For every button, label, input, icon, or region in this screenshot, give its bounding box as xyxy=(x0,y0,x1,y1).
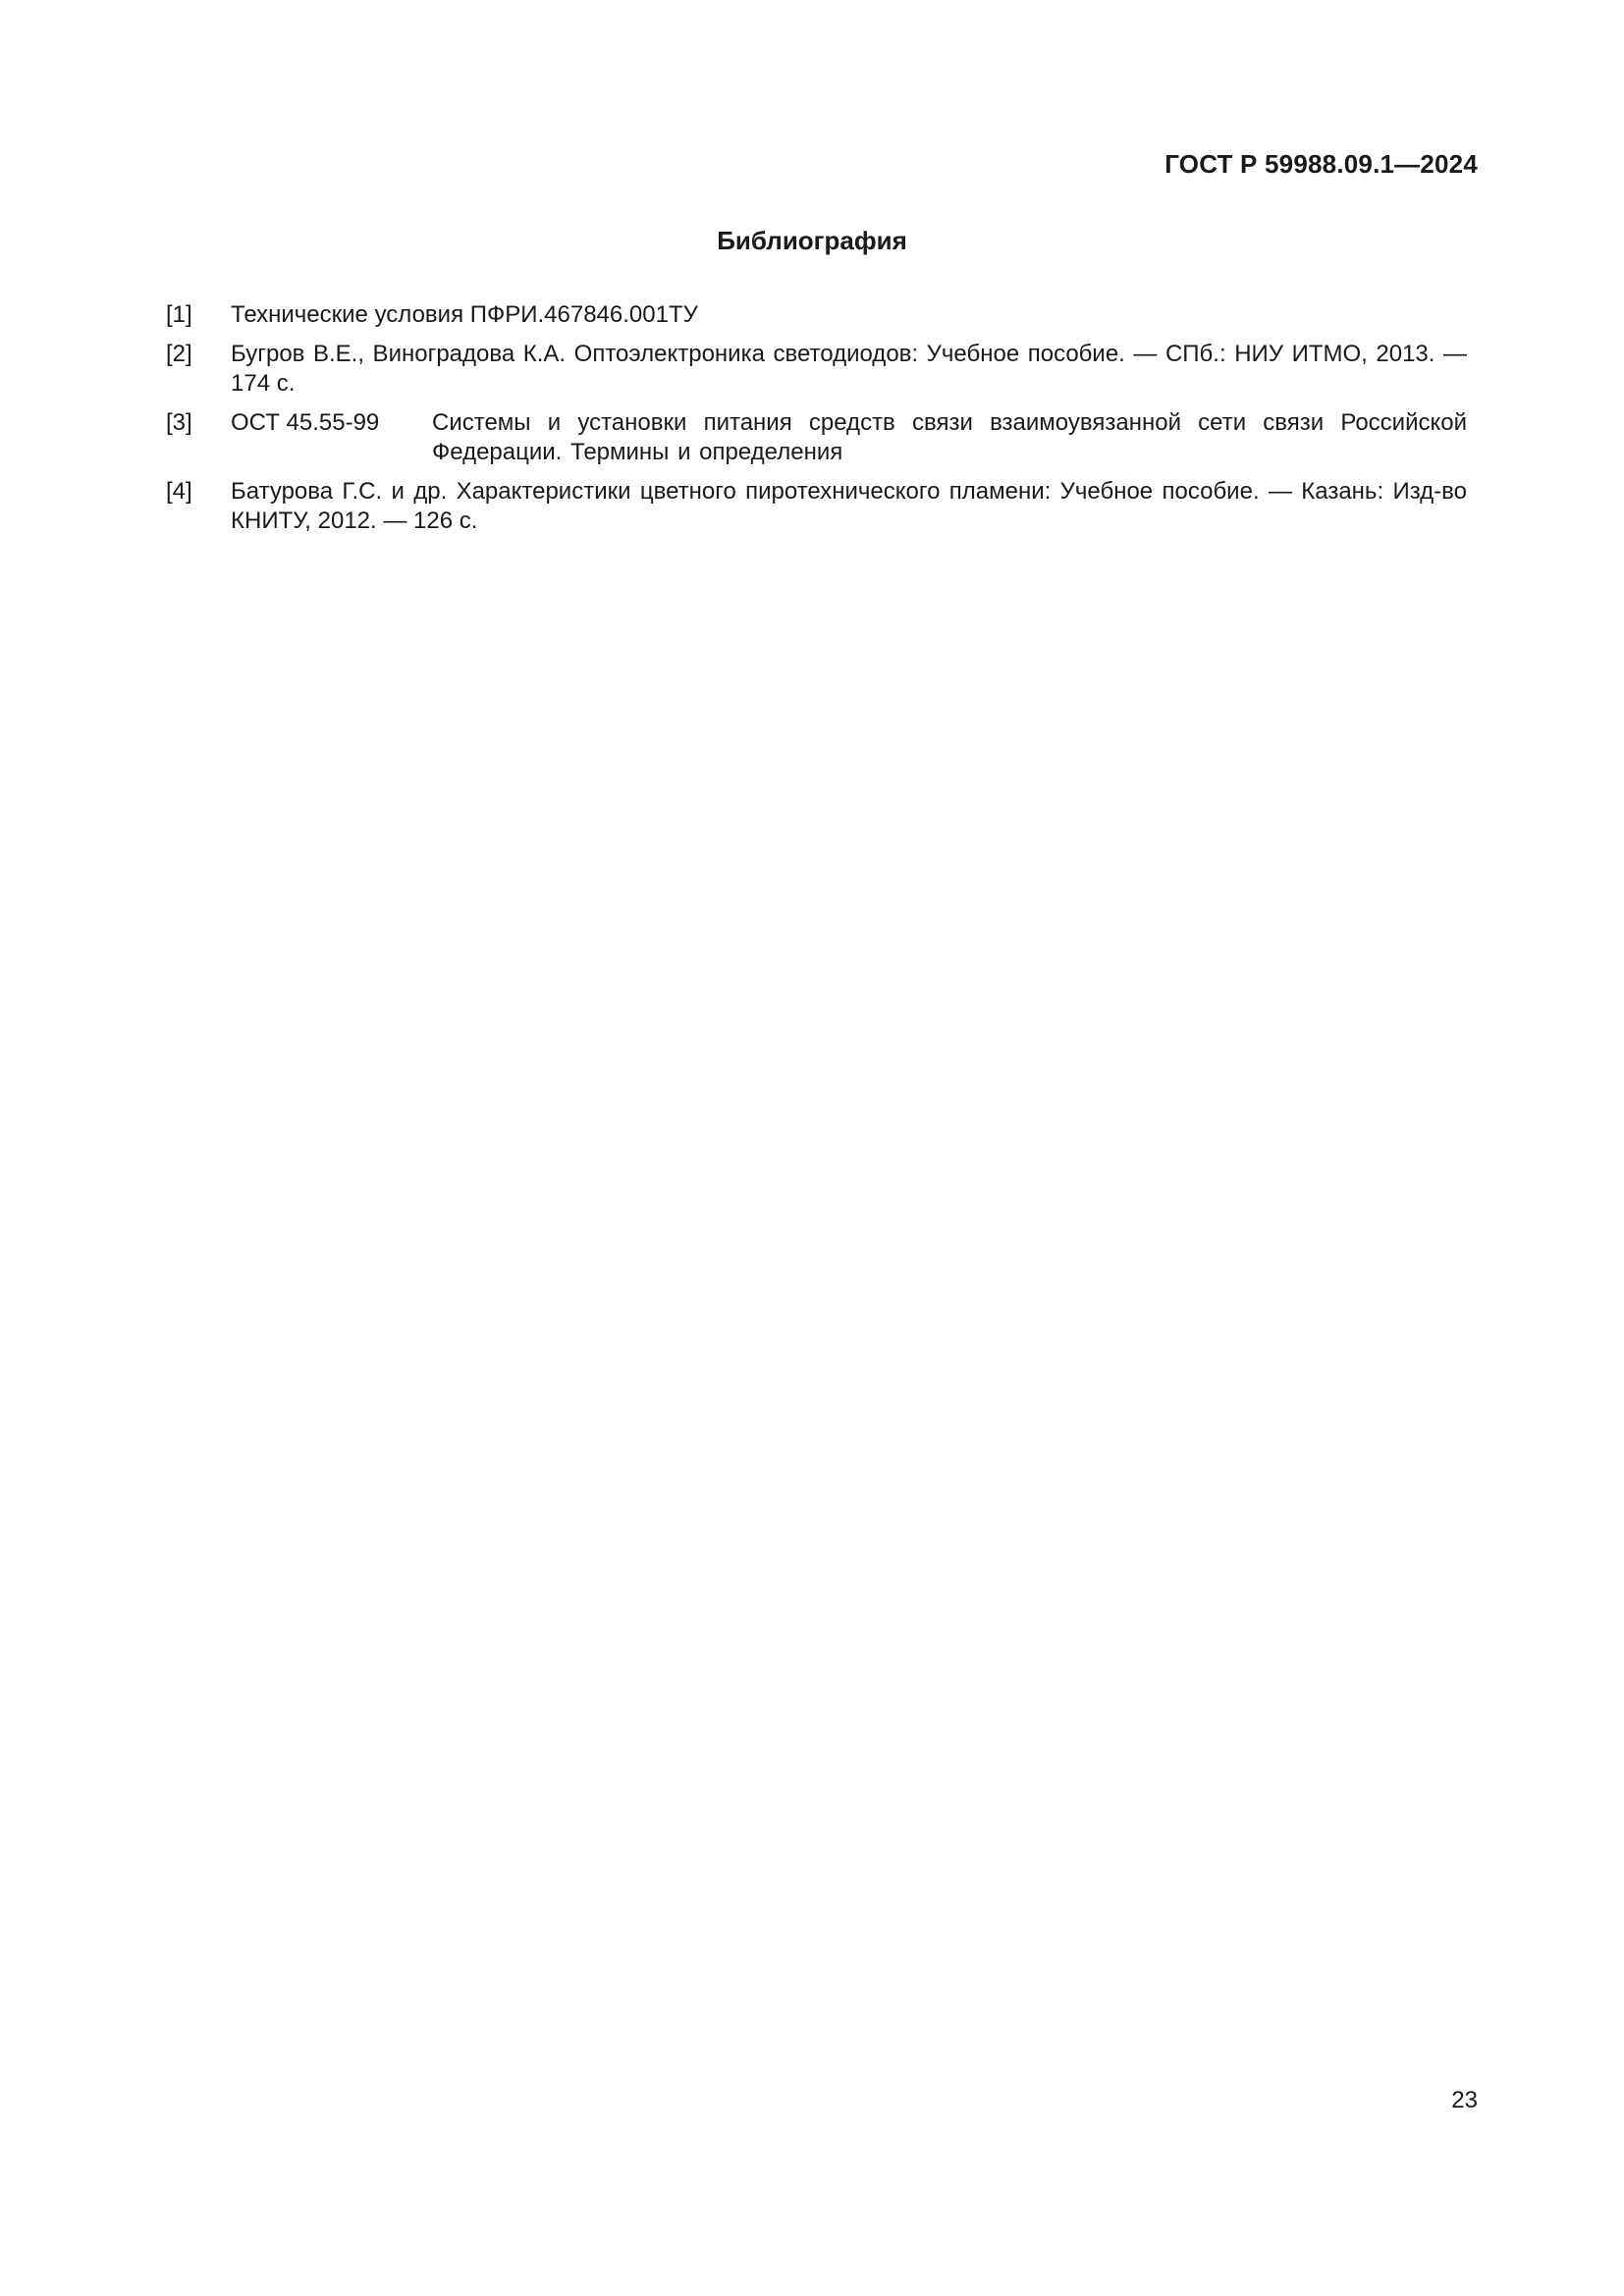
standard-title: Системы и установки питания средств связи взаимоувязанной сети связи Российской Федерации. Термины и определения xyxy=(432,409,1467,465)
bibliography-entry xyxy=(166,477,1467,536)
entry-number: [2] xyxy=(166,341,192,367)
entry-text: Бугров В.Е., Виноградова К.А. Оптоэлектроника светодиодов: Учебное пособие. — СПб.: НИУ ИТМО, 2013. — 174 с. xyxy=(231,341,1467,397)
bibliography-entry xyxy=(166,408,1467,467)
standard-code: ОСТ 45.55-99 xyxy=(231,409,380,436)
page-number: 23 xyxy=(1451,2087,1478,2113)
entry-number: [1] xyxy=(166,301,192,328)
document-code-header: ГОСТ Р 59988.09.1—2024 xyxy=(1164,149,1478,179)
entry-standard xyxy=(231,408,1467,467)
entry-number: [3] xyxy=(166,409,192,436)
bibliography-entry xyxy=(166,300,1467,330)
entry-text: Технические условия ПФРИ.467846.001ТУ xyxy=(231,301,698,328)
bibliography-list xyxy=(166,300,1467,546)
entry-text: Батурова Г.С. и др. Характеристики цветного пиротехнического пламени: Учебное пособие. — Казань: Изд-во КНИТУ, 2012. — 126 с. xyxy=(231,478,1467,534)
bibliography-entry xyxy=(166,340,1467,399)
section-title: Библиография xyxy=(717,226,907,255)
entry-number: [4] xyxy=(166,478,192,505)
